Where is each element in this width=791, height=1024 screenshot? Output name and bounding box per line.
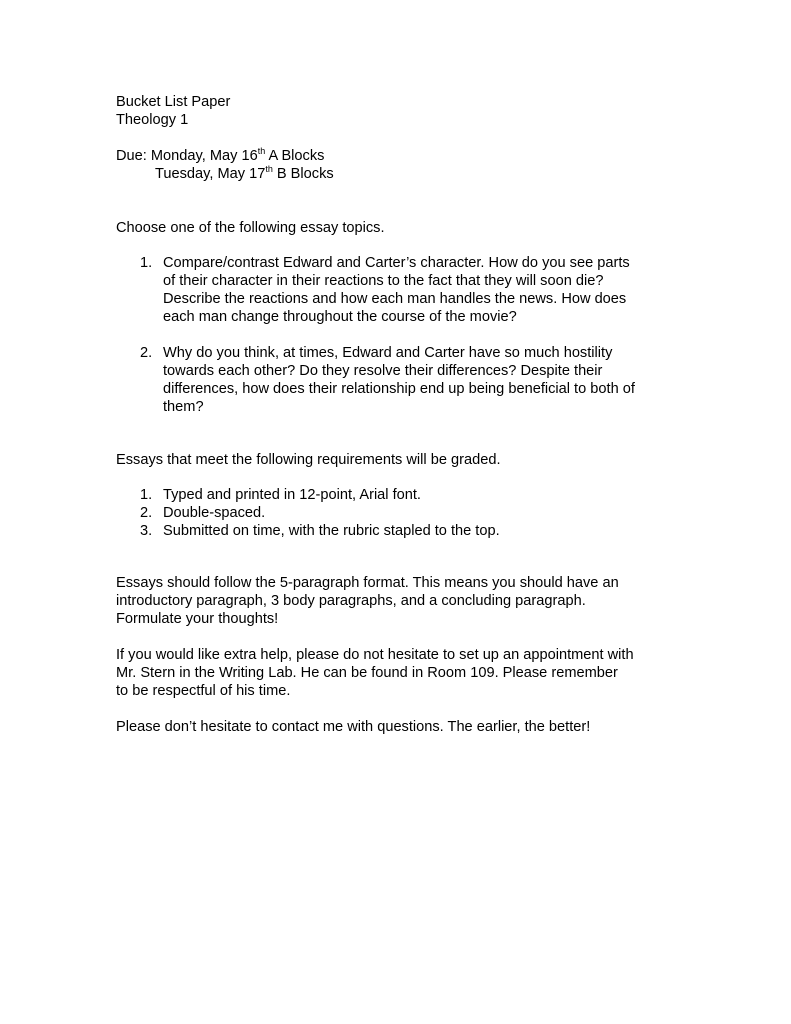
- topic-item: [116, 344, 676, 416]
- topic-line: Describe the reactions and how each man handles the news. How does: [163, 291, 627, 307]
- topic-line: towards each other? Do they resolve their differences? Despite their: [163, 363, 603, 379]
- topics-list-2: [116, 344, 676, 416]
- requirement-number: 2.: [140, 505, 153, 521]
- requirement-text: Typed and printed in 12-point, Arial font.: [163, 487, 421, 503]
- topic-line: Why do you think, at times, Edward and Carter have so much hostility: [163, 345, 613, 361]
- document-title: Bucket List Paper: [116, 94, 231, 110]
- help-line: If you would like extra help, please do not hesitate to set up an appointment with: [116, 647, 634, 663]
- requirement-item: [116, 504, 676, 522]
- due-dates: [116, 147, 676, 183]
- format-line: Formulate your thoughts!: [116, 611, 279, 627]
- requirements-list: [116, 486, 676, 540]
- topic-line: Compare/contrast Edward and Carter’s character. How do you see parts: [163, 255, 630, 271]
- topic-line: them?: [163, 399, 204, 415]
- topic-line: each man change throughout the course of the movie?: [163, 309, 517, 325]
- topic-number: 1.: [140, 255, 153, 271]
- requirements-intro: [116, 451, 676, 469]
- format-paragraph: [116, 574, 676, 628]
- due-date-b: Tuesday, May 17: [155, 166, 266, 182]
- format-line: introductory paragraph, 3 body paragraphs, and a concluding paragraph.: [116, 593, 586, 609]
- requirement-number: 1.: [140, 487, 153, 503]
- due-line-a: [116, 147, 676, 165]
- format-line: Essays should follow the 5-paragraph format. This means you should have an: [116, 575, 619, 591]
- topic-line: differences, how does their relationship end up being beneficial to both of: [163, 381, 635, 397]
- topics-intro: [116, 219, 676, 237]
- closing-paragraph: [116, 718, 676, 736]
- requirement-text: Submitted on time, with the rubric stapled to the top.: [163, 523, 500, 539]
- help-line: Mr. Stern in the Writing Lab. He can be found in Room 109. Please remember: [116, 665, 618, 681]
- due-block-b: B Blocks: [272, 166, 334, 182]
- due-block-a: A Blocks: [265, 148, 325, 164]
- requirement-number: 3.: [140, 523, 153, 539]
- topic-line: of their character in their reactions to the fact that they will soon die?: [163, 273, 604, 289]
- due-date-b-suffix: th: [265, 164, 273, 175]
- requirement-item: [116, 486, 676, 504]
- due-line-b: [116, 165, 676, 183]
- requirements-intro-text: Essays that meet the following requirements will be graded.: [116, 452, 501, 468]
- due-date-a-suffix: th: [257, 146, 266, 157]
- closing-text: Please don’t hesitate to contact me with questions. The earlier, the better!: [116, 719, 591, 735]
- help-line: to be respectful of his time.: [116, 683, 291, 699]
- topic-item: [116, 254, 676, 326]
- course-name: Theology 1: [116, 112, 189, 128]
- topic-number: 2.: [140, 345, 153, 361]
- due-date-a: Monday, May 16: [150, 148, 258, 164]
- topics-list: [116, 254, 676, 326]
- requirement-text: Double-spaced.: [163, 505, 266, 521]
- topics-intro-text: Choose one of the following essay topics.: [116, 220, 385, 236]
- due-label: Due:: [116, 148, 147, 164]
- document-header: [116, 93, 676, 129]
- help-paragraph: [116, 646, 676, 700]
- requirement-item: [116, 522, 676, 540]
